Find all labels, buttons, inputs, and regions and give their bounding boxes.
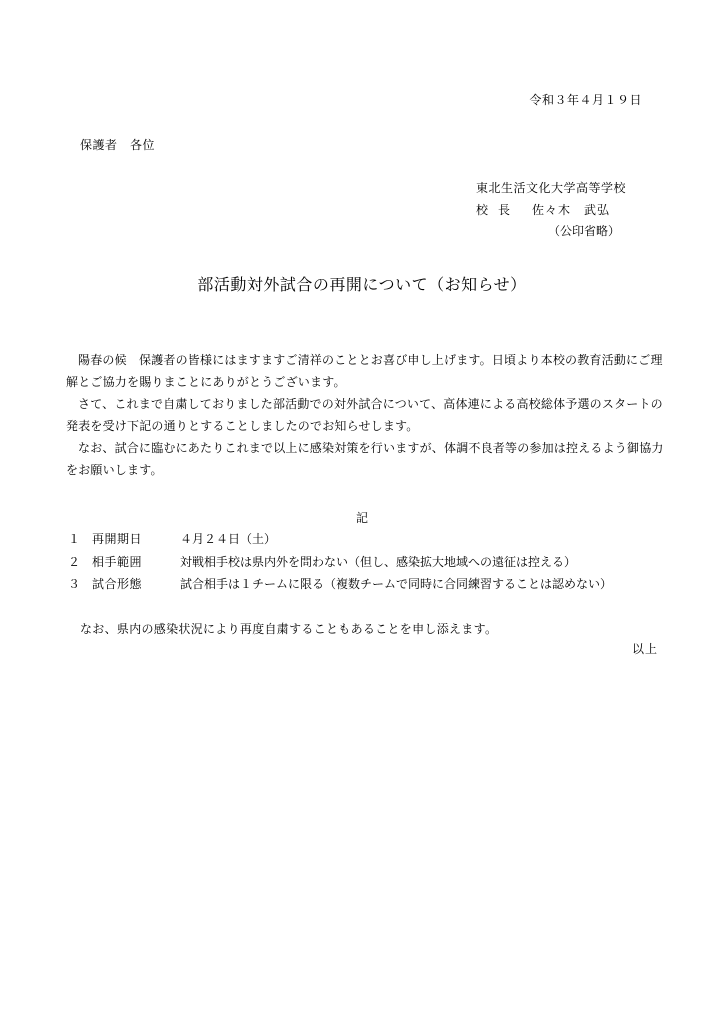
document-date: 令和３年４月１９日 bbox=[529, 93, 642, 107]
list-item bbox=[68, 553, 576, 570]
sender-role: 校長 bbox=[476, 203, 521, 217]
item-number: ３ bbox=[68, 577, 81, 591]
item-number: ２ bbox=[68, 555, 81, 569]
item-label: 再開期日 bbox=[92, 532, 143, 546]
sender-principal bbox=[476, 201, 610, 218]
body-paragraph-announcement: さて、これまで自粛しておりました部活動での対外試合について、高体連による高校総体予選のスタートの発表を受け下記の通りとすることしましたのでお知らせします。 bbox=[66, 397, 663, 433]
item-text: 対戦相手校は県内外を問わない（但し、感染拡大地域への遠征は控える） bbox=[180, 555, 577, 569]
body-paragraph-request: なお、試合に臨むにあたりこれまで以上に感染対策を行いますが、体調不良者等の参加は控えるよう御協力をお願いします。 bbox=[66, 441, 664, 477]
ki-heading: 記 bbox=[355, 511, 368, 525]
item-number: １ bbox=[68, 532, 81, 546]
closing-note: なお、県内の感染状況により再度自粛することもあることを申し添えます。 bbox=[80, 622, 498, 636]
document-title: 部活動対外試合の再開について（お知らせ） bbox=[197, 275, 527, 294]
body-paragraph-greeting: 陽春の候 保護者の皆様にはますますご清祥のこととお喜び申し上げます。日頃より本校の教育活動にご理解とご協力を賜りまことにありがとうございます。 bbox=[66, 353, 663, 389]
sender-school-name: 東北生活文化大学高等学校 bbox=[476, 181, 627, 195]
list-item bbox=[68, 530, 276, 547]
addressee: 保護者 各位 bbox=[80, 138, 156, 152]
item-label: 相手範囲 bbox=[92, 555, 143, 569]
item-label: 試合形態 bbox=[92, 577, 143, 591]
end-mark: 以上 bbox=[631, 642, 658, 656]
list-item bbox=[68, 575, 612, 592]
item-text: 試合相手は１チームに限る（複数チームで同時に合同練習することは認めない） bbox=[180, 577, 613, 591]
item-text: ４月２４日（土） bbox=[180, 532, 277, 546]
seal-note: （公印省略） bbox=[548, 224, 621, 238]
sender-name: 佐々木 武弘 bbox=[532, 203, 611, 217]
